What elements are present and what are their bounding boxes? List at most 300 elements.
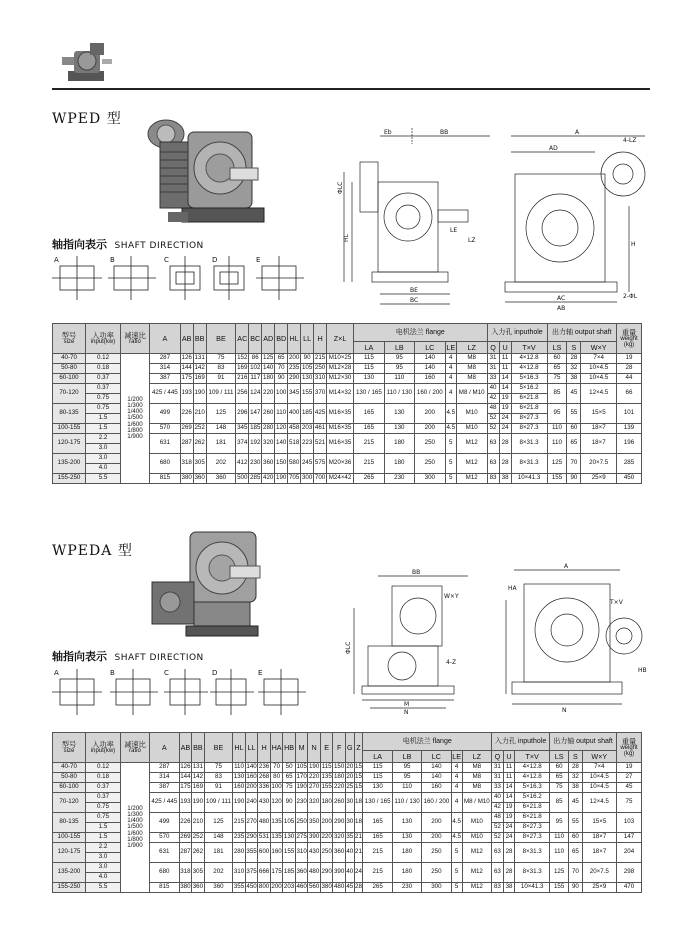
cell-size: 80-135 [53, 404, 86, 424]
shaft-direction-zh-2: 轴指向表示 [52, 650, 107, 663]
cell-dim: 380 [180, 474, 193, 484]
cell-flange: 250 [414, 454, 445, 474]
cell-dim: 140 [262, 364, 275, 374]
svg-text:C: C [164, 669, 169, 677]
col2-size: 型号 size [53, 733, 86, 763]
cell-input: 2.2 [86, 434, 121, 444]
cell-size: 70-120 [53, 384, 86, 404]
cell-dim: 387 [150, 374, 181, 384]
cell-dim: 50 [283, 763, 296, 773]
cell-output: 110 [547, 424, 567, 434]
cell-dim: M12×30 [327, 374, 354, 384]
cell-flange: 300 [414, 474, 445, 484]
col2-LL: LL [245, 733, 258, 763]
svg-text:ΦLC: ΦLC [337, 181, 344, 194]
cell-dim: 150 [275, 454, 288, 474]
cell-output: 70 [567, 454, 581, 474]
cell-dim: 531 [258, 833, 271, 843]
section-title-wpeda: WPEDA 型 [52, 543, 133, 559]
cell-flange: M12 [462, 863, 492, 883]
cell-input: 4.0 [86, 464, 121, 474]
cell-dim: 256 [236, 384, 249, 404]
col2-A: A [150, 733, 180, 763]
cell-flange: 265 [354, 474, 385, 484]
cell-dim: 83 [206, 364, 236, 374]
col-size: 型号 size [53, 324, 86, 354]
svg-text:LZ: LZ [468, 237, 476, 244]
cell-dim: 125 [262, 354, 275, 364]
cell-dim: M16×35 [327, 434, 354, 454]
svg-text:E: E [256, 256, 261, 264]
cell-dim: 120 [270, 793, 283, 813]
cell-dim: 314 [150, 364, 181, 374]
cell-dim: 130 [301, 374, 314, 384]
cell-output: 125 [547, 454, 567, 474]
cell-inputhole: 42 [487, 394, 499, 404]
cell-dim: 18 [354, 793, 363, 813]
cell-flange: 95 [384, 364, 414, 374]
cell-dim: 181 [206, 434, 236, 454]
cell-dim: 216 [236, 374, 249, 384]
cell-flange: 215 [354, 454, 385, 474]
cell-dim: 800 [258, 883, 271, 893]
cell-dim: 115 [320, 763, 333, 773]
col-ratio: 减速比 ratio [121, 324, 150, 354]
col2-LZ: LZ [462, 751, 492, 763]
cell-inputhole: 8×27.3 [511, 414, 547, 424]
ratio-value: 1/600 [127, 829, 143, 837]
cell-dim: 631 [150, 843, 180, 863]
cell-output: 32 [567, 364, 581, 374]
col-TxV: T×V [511, 342, 547, 354]
cell-flange: 140 [414, 364, 445, 374]
cell-dim: 360 [192, 883, 205, 893]
cell-dim: 147 [249, 404, 262, 424]
cell-weight: 450 [617, 474, 642, 484]
cell-weight: 103 [617, 813, 642, 833]
cell-dim: 260 [262, 404, 275, 424]
cell-output: 38 [569, 783, 582, 793]
ratio-value: 1/500 [127, 414, 143, 422]
cell-dim: 20 [345, 773, 354, 783]
cell-flange: M10 [456, 404, 487, 424]
cell-input: 0.75 [86, 394, 121, 404]
cell-dim: 230 [249, 454, 262, 474]
cell-dim: 220 [333, 783, 346, 793]
cell-input: 0.18 [86, 364, 121, 374]
ratio-value: 1/300 [127, 401, 143, 409]
cell-dim: 300 [301, 474, 314, 484]
cell-weight: 75 [617, 793, 642, 813]
cell-dim: 499 [150, 404, 181, 424]
dimension-drawing-wpeda-side [345, 568, 496, 716]
cell-dim: 110 [275, 404, 288, 424]
cell-output: 20×7.5 [582, 863, 616, 883]
cell-dim: 155 [320, 783, 333, 793]
svg-text:HA: HA [508, 585, 517, 592]
cell-inputhole: 19 [503, 813, 515, 823]
cell-inputhole: 8×31.3 [511, 434, 547, 454]
col2-HB: HB [283, 733, 296, 763]
svg-text:E: E [258, 669, 263, 677]
table-row [53, 354, 642, 364]
cell-dim: 148 [204, 833, 233, 843]
cell-dim: 450 [245, 883, 258, 893]
dimension-drawing-wpeda-front [502, 560, 650, 720]
cell-inputhole: 5×16.2 [511, 384, 547, 394]
cell-dim: M16×35 [327, 424, 354, 434]
cell-ratio [121, 763, 150, 893]
cell-flange: M12 [456, 434, 487, 454]
cell-dim: 375 [245, 863, 258, 883]
svg-text:LE: LE [450, 227, 458, 234]
shaft-direction-diagrams-2 [52, 665, 312, 721]
cell-dim: 270 [308, 783, 321, 793]
group2-output-shaft: 出力轴 output shaft [549, 733, 616, 751]
cell-dim: 270 [245, 813, 258, 833]
cell-input: 3.0 [86, 863, 121, 873]
cell-dim: 18 [354, 813, 363, 833]
cell-inputhole: 14 [499, 384, 511, 394]
svg-text:N: N [562, 707, 567, 714]
cell-flange: M10 [462, 813, 492, 833]
cell-input: 5.5 [86, 883, 121, 893]
cell-dim: 220 [320, 833, 333, 843]
cell-output: 15×5 [582, 813, 616, 833]
cell-input: 0.75 [86, 404, 121, 414]
cell-flange: 200 [414, 404, 445, 424]
cell-dim: 287 [180, 434, 193, 454]
cell-dim: 215 [233, 813, 246, 833]
header-rule [52, 88, 650, 90]
cell-dim: 105 [295, 763, 308, 773]
ratio-value: 1/900 [127, 433, 143, 440]
cell-input: 0.37 [86, 384, 121, 394]
cell-dim: 280 [233, 843, 246, 863]
cell-dim: 192 [249, 434, 262, 454]
cell-output: 18×7 [581, 424, 617, 434]
ratio-value: 1/800 [127, 426, 143, 434]
col2-U: U [503, 751, 515, 763]
cell-inputhole: 8×27.3 [515, 823, 550, 833]
cell-flange: M8 [462, 763, 492, 773]
cell-dim: 280 [262, 424, 275, 434]
cell-inputhole: 19 [499, 394, 511, 404]
col2-LE: LE [452, 751, 462, 761]
cell-size: 50-80 [53, 773, 86, 783]
cell-size: 135-200 [53, 863, 86, 883]
cell-size: 120-175 [53, 434, 86, 454]
cell-input: 3.0 [86, 853, 121, 863]
cell-output: 60 [567, 424, 581, 434]
cell-inputhole: 38 [499, 474, 511, 484]
cell-dim: 45 [345, 883, 354, 893]
cell-flange: 180 [392, 843, 421, 863]
cell-flange: 4 [451, 763, 462, 773]
cell-flange: 180 [392, 863, 421, 883]
cell-dim: 200 [288, 354, 301, 364]
cell-inputhole: 31 [487, 354, 499, 364]
cell-output: 18×7 [582, 833, 616, 843]
cell-dim: 430 [258, 793, 271, 813]
ratio-value: 1/400 [127, 817, 143, 825]
cell-flange: 95 [392, 763, 421, 773]
cell-ratio [121, 354, 150, 484]
col-HL: HL [288, 324, 301, 354]
cell-flange: 95 [392, 773, 421, 783]
cell-dim: 305 [193, 454, 206, 474]
cell-dim: 190 [295, 783, 308, 793]
cell-dim: 320 [333, 833, 346, 843]
cell-dim: 170 [295, 773, 308, 783]
cell-inputhole: 63 [487, 454, 499, 474]
svg-text:H: H [631, 241, 636, 248]
cell-input: 2.2 [86, 843, 121, 853]
dimension-drawing-wped-side [337, 122, 510, 312]
col2-F: F [333, 733, 346, 763]
cell-dim: 360 [206, 474, 236, 484]
cell-dim: 461 [314, 424, 327, 434]
cell-weight: 298 [617, 863, 642, 883]
cell-dim: 190 [192, 793, 205, 813]
col-AC: AC [236, 324, 249, 354]
cell-flange: 130 [384, 404, 414, 424]
svg-text:B: B [110, 669, 115, 677]
cell-dim: 21 [354, 843, 363, 863]
cell-dim: 412 [236, 454, 249, 474]
cell-dim: 480 [258, 813, 271, 833]
cell-dim: 125 [204, 813, 233, 833]
cell-dim: 226 [180, 404, 193, 424]
cell-dim: 185 [301, 404, 314, 424]
cell-flange: 115 [363, 763, 393, 773]
col2-LA: LA [363, 751, 393, 763]
shaft-direction-en: SHAFT DIRECTION [114, 241, 204, 251]
cell-dim: 152 [236, 354, 249, 364]
cell-weight: 66 [617, 384, 642, 404]
cell-dim: 215 [314, 354, 327, 364]
cell-dim: 223 [301, 434, 314, 454]
col-input: 入功率 input(kw) [86, 324, 121, 354]
cell-weight: 470 [617, 883, 642, 893]
cell-dim: 360 [333, 843, 346, 863]
cell-dim: 160 [233, 783, 246, 793]
cell-dim: 380 [320, 883, 333, 893]
dimension-drawing-wped-front [505, 126, 653, 312]
group-inputhole: 入力孔 inputhole [487, 324, 547, 342]
cell-output: 28 [569, 763, 582, 773]
cell-inputhole: 31 [492, 773, 504, 783]
cell-weight: 101 [617, 404, 642, 424]
cell-flange: 130 [384, 424, 414, 434]
group-flange: 电机法兰 flange [354, 324, 488, 342]
cell-inputhole: 19 [503, 803, 515, 813]
cell-inputhole: 8×31.3 [511, 454, 547, 474]
svg-text:C: C [164, 256, 169, 264]
svg-text:4-LZ: 4-LZ [623, 137, 637, 144]
header-reducer-icon [60, 37, 118, 85]
col-BC: BC [249, 324, 262, 354]
cell-output: 155 [549, 883, 568, 893]
cell-dim: 180 [320, 793, 333, 813]
cell-dim: 380 [179, 883, 192, 893]
cell-dim: 425 / 445 [150, 384, 181, 404]
cell-output: 7×4 [582, 763, 616, 773]
cell-dim: 560 [308, 883, 321, 893]
cell-dim: 252 [192, 833, 205, 843]
cell-dim: 355 [245, 843, 258, 863]
cell-output: 90 [569, 883, 582, 893]
cell-input: 4.0 [86, 873, 121, 883]
svg-text:2-ΦL: 2-ΦL [623, 293, 638, 300]
cell-dim: 275 [295, 833, 308, 843]
cell-dim: 30 [345, 813, 354, 833]
cell-dim: 250 [320, 843, 333, 863]
cell-dim: 240 [245, 793, 258, 813]
cell-dim: 40 [345, 843, 354, 863]
col-Q: Q [487, 342, 499, 354]
cell-inputhole: 83 [492, 883, 504, 893]
cell-flange: 4 [445, 364, 456, 374]
cell-dim: 181 [204, 843, 233, 863]
cell-size: 60-100 [53, 783, 86, 793]
cell-output: 90 [567, 474, 581, 484]
cell-output: 75 [549, 783, 568, 793]
cell-dim: M16×35 [327, 404, 354, 424]
cell-dim: 370 [314, 384, 327, 404]
cell-dim: 200 [245, 783, 258, 793]
cell-dim: 203 [283, 883, 296, 893]
cell-output: 20×7.5 [581, 454, 617, 474]
cell-flange: 160 [414, 374, 445, 384]
cell-dim: 460 [295, 883, 308, 893]
cell-dim: 80 [270, 773, 283, 783]
cell-size: 70-120 [53, 793, 86, 813]
spec-table-wped [52, 323, 642, 484]
col-weight: 重量 weight (kg) [617, 324, 642, 354]
cell-inputhole: 83 [487, 474, 499, 484]
cell-dim: 110 [233, 763, 246, 773]
cell-dim: 102 [249, 364, 262, 374]
cell-output: 18×7 [582, 843, 616, 863]
cell-weight: 27 [617, 773, 642, 783]
cell-dim: 355 [233, 883, 246, 893]
cell-dim: 310 [233, 863, 246, 883]
cell-dim: 360 [262, 454, 275, 474]
cell-flange: M12 [456, 474, 487, 484]
cell-dim: 305 [192, 863, 205, 883]
svg-text:BC: BC [410, 297, 419, 304]
cell-dim: 65 [283, 773, 296, 783]
cell-dim: 190 [193, 384, 206, 404]
cell-dim: 521 [314, 434, 327, 454]
svg-text:AC: AC [557, 295, 566, 302]
cell-dim: 15 [354, 783, 363, 793]
svg-text:B: B [110, 256, 115, 264]
cell-flange: M8 / M10 [462, 793, 492, 813]
col-LC: LC [414, 342, 445, 354]
cell-dim: 600 [258, 843, 271, 863]
cell-inputhole: 5×16.3 [515, 783, 550, 793]
col-U: U [499, 342, 511, 354]
cell-dim: 290 [288, 374, 301, 384]
cell-inputhole: 31 [492, 763, 504, 773]
cell-size: 50-80 [53, 364, 86, 374]
shaft-direction-en-2: SHAFT DIRECTION [114, 653, 204, 663]
cell-flange: 4.5 [445, 424, 456, 434]
cell-input: 1.5 [86, 823, 121, 833]
col-S: S [567, 342, 581, 354]
cell-dim: 75 [206, 354, 236, 364]
cell-input: 0.37 [86, 793, 121, 803]
cell-output: 10×4.5 [581, 374, 617, 384]
cell-flange: 130 [354, 374, 385, 384]
cell-inputhole: 8×31.3 [515, 843, 550, 863]
cell-weight: 45 [617, 783, 642, 793]
cell-inputhole: 14 [499, 374, 511, 384]
cell-flange: 4 [451, 783, 462, 793]
cell-output: 155 [547, 474, 567, 484]
cell-flange: 165 [354, 424, 385, 434]
col2-weight: 重量 weight (kg) [617, 733, 642, 763]
cell-dim: 70 [270, 763, 283, 773]
cell-dim: 185 [283, 863, 296, 883]
cell-flange: 5 [445, 434, 456, 454]
cell-dim: 318 [180, 454, 193, 474]
cell-dim: 268 [258, 773, 271, 783]
cell-dim: 190 [308, 763, 321, 773]
cell-dim: 155 [283, 843, 296, 863]
svg-text:W×Y: W×Y [444, 593, 459, 600]
ratio-value: 1/200 [127, 804, 143, 812]
svg-text:AB: AB [557, 305, 566, 312]
shaft-direction-zh: 轴指向表示 [52, 238, 107, 251]
cell-flange: 4 [445, 354, 456, 364]
cell-dim: 15 [354, 773, 363, 783]
col-LE: LE [446, 342, 456, 352]
cell-dim: 296 [236, 404, 249, 424]
col2-LS: LS [549, 751, 568, 763]
cell-flange: 130 [392, 813, 421, 833]
cell-input: 0.75 [86, 813, 121, 823]
cell-flange: 110 / 130 [392, 793, 421, 813]
col2-TxV: T×V [515, 751, 550, 763]
cell-dim: 193 [180, 384, 193, 404]
col-ZxL: Z×L [327, 324, 354, 354]
cell-dim: 575 [314, 454, 327, 474]
col2-input: 入功率 input(kw) [86, 733, 121, 763]
col2-LC: LC [422, 751, 452, 763]
cell-dim: 360 [295, 863, 308, 883]
cell-dim: 75 [283, 783, 296, 793]
cell-input: 1.5 [86, 424, 121, 434]
cell-output: 85 [549, 793, 568, 813]
cell-output: 55 [569, 813, 582, 833]
cell-dim: 360 [204, 883, 233, 893]
col2-HA: HA [270, 733, 283, 763]
cell-dim: 185 [249, 424, 262, 434]
cell-flange: M12 [462, 883, 492, 893]
cell-dim: 90 [275, 374, 288, 384]
cell-flange: 250 [422, 863, 452, 883]
cell-output: 110 [547, 434, 567, 454]
cell-inputhole: 11 [503, 773, 515, 783]
cell-dim: 287 [150, 763, 180, 773]
cell-output: 25×9 [581, 474, 617, 484]
cell-weight: 147 [617, 833, 642, 843]
cell-inputhole: 14 [503, 783, 515, 793]
shaft-direction-title-1 [52, 236, 204, 252]
